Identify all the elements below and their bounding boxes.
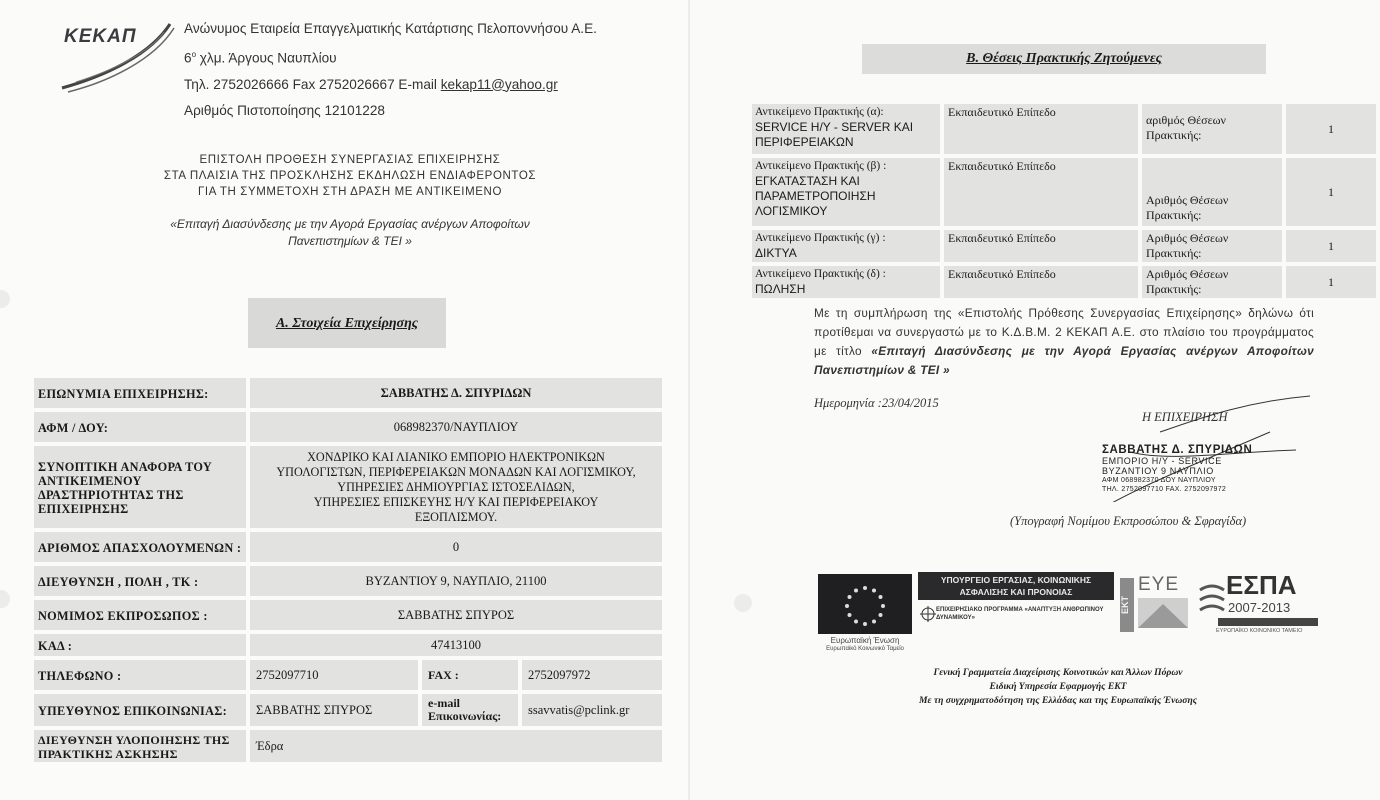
contact-value: ΣΑΒΒΑΤΗΣ ΣΠΥΡΟΣ xyxy=(250,694,418,726)
table-row xyxy=(34,660,662,690)
activity-label: ΣΥΝΟΠΤΙΚΗ ΑΝΑΦΟΡΑ ΤΟΥ ΑΝΤΙΚΕΙΜΕΝΟΥ ΔΡΑΣΤΗΡΙΟΤΗΤΑΣ ΤΗΣ ΕΠΙΧΕΙΡΗΣΗΣ xyxy=(34,446,246,528)
section-b-heading: Β. Θέσεις Πρακτικής Ζητούμενες xyxy=(862,44,1266,74)
signature-caption: (Υπογραφή Νομίμου Εκπροσώπου & Σφραγίδα) xyxy=(1010,514,1247,528)
logo-text: ΚΕΚΑΠ xyxy=(64,26,137,47)
punch-hole xyxy=(0,590,10,608)
address-sup: ο xyxy=(191,50,197,59)
table-row xyxy=(34,532,662,562)
espa-waves-icon xyxy=(1198,580,1226,620)
phone-value: 2752097710 xyxy=(250,660,418,690)
table-row xyxy=(34,378,662,408)
position-subject-text: SERVICE Η/Υ - SERVER ΚΑΙ ΠΕΡΙΦΕΡΕΙΑΚΩΝ xyxy=(755,120,914,149)
position-level: Εκπαιδευτικό Επίπεδο xyxy=(944,104,1138,154)
position-label: Αντικείμενο Πρακτικής (α): xyxy=(755,106,884,118)
activity-line: ΥΠΗΡΕΣΙΕΣ ΔΗΜΙΟΥΡΓΙΑΣ ΙΣΤΟΣΕΛΙΔΩΝ, xyxy=(337,479,575,494)
phone-line: Τηλ. 2752026666 Fax 2752026667 E-mail xyxy=(184,76,441,92)
table-row xyxy=(34,694,662,726)
table-row xyxy=(34,412,662,442)
footer-line: Γενική Γραμματεία Διαχείρισης Κοινοτικών και Άλλων Πόρων xyxy=(933,667,1183,678)
position-subject xyxy=(752,230,940,262)
ekt-vertical-label: ΕΚΤ xyxy=(1120,578,1134,632)
company-header xyxy=(184,16,597,124)
position-subject xyxy=(752,158,940,226)
rep-value: ΣΑΒΒΑΤΗΣ ΣΠΥΡΟΣ xyxy=(250,600,662,630)
position-subject-text: ΕΓΚΑΤΑΣΤΑΣΗ ΚΑΙ ΠΑΡΑΜΕΤΡΟΠΟΙΗΣΗ ΛΟΓΙΣΜΙΚΟΥ xyxy=(755,174,876,218)
email-label: e-mail Επικοινωνίας: xyxy=(422,694,518,726)
program-title xyxy=(110,216,590,250)
position-label: Αντικείμενο Πρακτικής (δ) : xyxy=(755,268,886,280)
compass-icon xyxy=(920,606,936,622)
stamp-line: ΑΦΜ 068982370 ΔΟΥ ΝΑΥΠΛΙΟΥ xyxy=(1102,477,1216,484)
section-a-heading: Α. Στοιχεία Επιχείρησης xyxy=(248,298,446,348)
espa-years: 2007-2013 xyxy=(1228,600,1291,615)
stamp-line: ΕΜΠΟΡΙΟ Η/Υ - SERVICE xyxy=(1102,456,1222,466)
company-contacts xyxy=(184,72,597,98)
declaration-program: «Επιταγή Διασύνδεσης με την Αγορά Εργασίας ανέργων Αποφοίτων Πανεπιστημίων & ΤΕΙ » xyxy=(814,344,1314,377)
table-row xyxy=(34,566,662,596)
stamp-line: ΒΥΖΑΝΤΙΟΥ 9 ΝΑΥΠΛΙΟ xyxy=(1102,466,1214,476)
rep-label: ΝΟΜΙΜΟΣ ΕΚΠΡΟΣΩΠΟΣ : xyxy=(34,600,246,630)
position-count-label: Αριθμός Θέσεων Πρακτικής: xyxy=(1142,158,1282,226)
eu-label-sub: Ευρωπαϊκό Κοινωνικό Ταμείο xyxy=(826,646,904,652)
phone-label: ΤΗΛΕΦΩΝΟ : xyxy=(34,660,246,690)
espa-logo xyxy=(1198,572,1318,632)
position-count-label: αριθμός Θέσεων Πρακτικής: xyxy=(1142,104,1282,154)
declaration-text xyxy=(814,304,1314,380)
fax-value: 2752097972 xyxy=(522,660,662,690)
address-value: ΒΥΖΑΝΤΙΟΥ 9, ΝΑΥΠΛΙΟ, 21100 xyxy=(250,566,662,596)
table-row xyxy=(752,230,1376,262)
position-count: 1 xyxy=(1286,158,1376,226)
funding-footer xyxy=(818,666,1298,708)
company-label: Η ΕΠΙΧΕΙΡΗΣΗ xyxy=(1142,410,1228,424)
table-row xyxy=(34,600,662,630)
letter-title-line: ΣΤΑ ΠΛΑΙΣΙΑ ΤΗΣ ΠΡΟΣΚΛΗΣΗΣ ΕΚΔΗΛΩΣΗ ΕΝΔΙΑΦΕΡΟΝΤΟΣ xyxy=(163,170,537,182)
position-label: Αντικείμενο Πρακτικής (γ) : xyxy=(755,232,886,244)
eu-flag-icon xyxy=(818,574,912,634)
company-stamp xyxy=(1102,444,1252,494)
espa-sub: ΕΥΡΩΠΑΪΚΟ ΚΟΙΝΩΝΙΚΟ ΤΑΜΕΙΟ xyxy=(1216,628,1303,634)
kad-label: ΚΑΔ : xyxy=(34,634,246,656)
letter-title-line: ΕΠΙΣΤΟΛΗ ΠΡΟΘΕΣΗ ΣΥΝΕΡΓΑΣΙΑΣ ΕΠΙΧΕΙΡΗΣΗΣ xyxy=(199,154,501,166)
position-subject-text: ΔΙΚΤΥΑ xyxy=(755,246,797,260)
position-level: Εκπαιδευτικό Επίπεδο xyxy=(944,266,1138,298)
position-level: Εκπαιδευτικό Επίπεδο xyxy=(944,230,1138,262)
position-count: 1 xyxy=(1286,230,1376,262)
eye-graphic-icon xyxy=(1138,598,1188,632)
afm-label: ΑΦΜ / ΔΟΥ: xyxy=(34,412,246,442)
activity-line: ΧΟΝΔΡΙΚΟ ΚΑΙ ΛΙΑΝΙΚΟ ΕΜΠΟΡΙΟ ΗΛΕΚΤΡΟΝΙΚΩΝ xyxy=(307,449,605,464)
letter-title xyxy=(100,152,600,200)
fax-label: FAX : xyxy=(422,660,518,690)
position-count: 1 xyxy=(1286,104,1376,154)
position-subject-text: ΠΩΛΗΣΗ xyxy=(755,282,806,296)
right-page xyxy=(690,0,1380,800)
position-count-label: Αριθμός Θέσεων Πρακτικής: xyxy=(1142,266,1282,298)
name-value: ΣΑΒΒΑΤΗΣ Δ. ΣΠΥΡΙΔΩΝ xyxy=(250,378,662,408)
activity-line: ΥΠΗΡΕΣΙΕΣ ΕΠΙΣΚΕΥΗΣ Η/Υ ΚΑΙ ΠΕΡΙΦΕΡΕΙΑΚΟΥ xyxy=(313,494,599,509)
footer-line: Ειδική Υπηρεσία Εφαρμογής ΕΚΤ xyxy=(989,681,1127,692)
table-row xyxy=(752,104,1376,154)
company-name: Ανώνυμος Εταιρεία Επαγγελματικής Κατάρτισης Πελοποννήσου Α.Ε. xyxy=(184,21,597,36)
stamp-line: ΣΑΒΒΑΤΗΣ Δ. ΣΠΥΡΙΔΩΝ xyxy=(1102,444,1253,456)
stamp-line: ΤΗΛ. 2752097710 FAX. 2752097972 xyxy=(1102,486,1227,493)
activity-line: ΕΞΟΠΛΙΣΜΟΥ. xyxy=(414,509,498,524)
company-address xyxy=(184,42,597,72)
internship-address-value: Έδρα xyxy=(250,730,662,762)
footer-line: Με τη συγχρηματοδότηση της Ελλάδας και της Ευρωπαϊκής Ένωσης xyxy=(918,695,1198,706)
position-level: Εκπαιδευτικό Επίπεδο xyxy=(944,158,1138,226)
address-km: 6 xyxy=(184,50,192,66)
email-value[interactable]: ssavvatis@pclink.gr xyxy=(522,694,662,726)
operational-programme: ΕΠΙΧΕΙΡΗΣΙΑΚΟ ΠΡΟΓΡΑΜΜΑ «ΑΝΑΠΤΥΞΗ ΑΝΘΡΩΠΙΝΟΥ ΔΥΝΑΜΙΚΟΥ» xyxy=(936,607,1104,621)
table-row xyxy=(34,446,662,528)
address-rest: χλμ. Άργους Ναυπλίου xyxy=(196,50,337,66)
internship-address-label: ΔΙΕΥΘΥΝΣΗ ΥΛΟΠΟΙΗΣΗΣ ΤΗΣ ΠΡΑΚΤΙΚΗΣ ΑΣΚΗΣΗΣ xyxy=(34,730,246,762)
espa-title: ΕΣΠΑ xyxy=(1226,570,1297,600)
table-row xyxy=(752,266,1376,298)
kekap-logo xyxy=(58,18,178,96)
activity-line: ΥΠΟΛΟΓΙΣΤΩΝ, ΠΕΡΙΦΕΡΕΙΑΚΩΝ ΜΟΝΑΔΩΝ ΚΑΙ ΛΟΓΙΣΜΙΚΟΥ, xyxy=(276,464,636,479)
activity-value xyxy=(250,446,662,528)
position-count: 1 xyxy=(1286,266,1376,298)
espa-bar xyxy=(1218,618,1318,626)
position-subject xyxy=(752,266,940,298)
program-title-line: Πανεπιστημίων & ΤΕΙ » xyxy=(288,234,412,248)
name-label: ΕΠΩΝΥΜΙΑ ΕΠΙΧΕΙΡΗΣΗΣ: xyxy=(34,378,246,408)
punch-hole xyxy=(0,290,10,308)
table-row xyxy=(34,634,662,656)
position-subject xyxy=(752,104,940,154)
eye-logo xyxy=(1120,574,1190,634)
employees-value: 0 xyxy=(250,532,662,562)
letter-title-line: ΓΙΑ ΤΗ ΣΥΜΜΕΤΟΧΗ ΣΤΗ ΔΡΑΣΗ ΜΕ ΑΝΤΙΚΕΙΜΕΝΟ xyxy=(197,186,503,198)
employees-label: ΑΡΙΘΜΟΣ ΑΠΑΣΧΟΛΟΥΜΕΝΩΝ : xyxy=(34,532,246,562)
table-row xyxy=(34,730,662,762)
funding-logos xyxy=(818,570,1338,660)
ministry-banner: ΥΠΟΥΡΓΕΙΟ ΕΡΓΑΣΙΑΣ, ΚΟΙΝΩΝΙΚΗΣ ΑΣΦΑΛΙΣΗΣ ΚΑΙ ΠΡΟΝΟΙΑΣ xyxy=(918,572,1114,600)
company-certification: Αριθμός Πιστοποίησης 12101228 xyxy=(184,102,385,118)
address-label: ΔΙΕΥΘΥΝΣΗ , ΠΟΛΗ , ΤΚ : xyxy=(34,566,246,596)
afm-value: 068982370/ΝΑΥΠΛΙΟΥ xyxy=(250,412,662,442)
declaration-plain: Με τη συμπλήρωση της «Επιστολής Πρόθεσης Συνεργασίας Επιχείρησης» δηλώνω ότι προτίθεμαι να συνεργαστώ με το Κ.Δ.Β.Μ. 2 ΚΕΚΑΠ Α.Ε. στο πλαίσιο του προγράμματος με τίτλο xyxy=(814,306,1314,358)
eye-text: ΕΥΕ xyxy=(1138,574,1180,595)
program-title-line: «Επιταγή Διασύνδεσης με την Αγορά Εργασίας ανέργων Αποφοίτων xyxy=(170,217,530,231)
position-label: Αντικείμενο Πρακτικής (β) : xyxy=(755,160,887,172)
contact-label: ΥΠΕΥΘΥΝΟΣ ΕΠΙΚΟΙΝΩΝΙΑΣ: xyxy=(34,694,246,726)
kad-value: 47413100 xyxy=(250,634,662,656)
eu-label-main: Ευρωπαϊκή Ένωση xyxy=(830,636,900,645)
eu-label xyxy=(818,636,912,654)
date-line: Ημερομηνία :23/04/2015 xyxy=(814,396,939,410)
punch-hole xyxy=(734,594,752,612)
position-count-label: Αριθμός Θέσεων Πρακτικής: xyxy=(1142,230,1282,262)
table-row xyxy=(752,158,1376,226)
company-email-link[interactable]: kekap11@yahoo.gr xyxy=(440,76,558,92)
